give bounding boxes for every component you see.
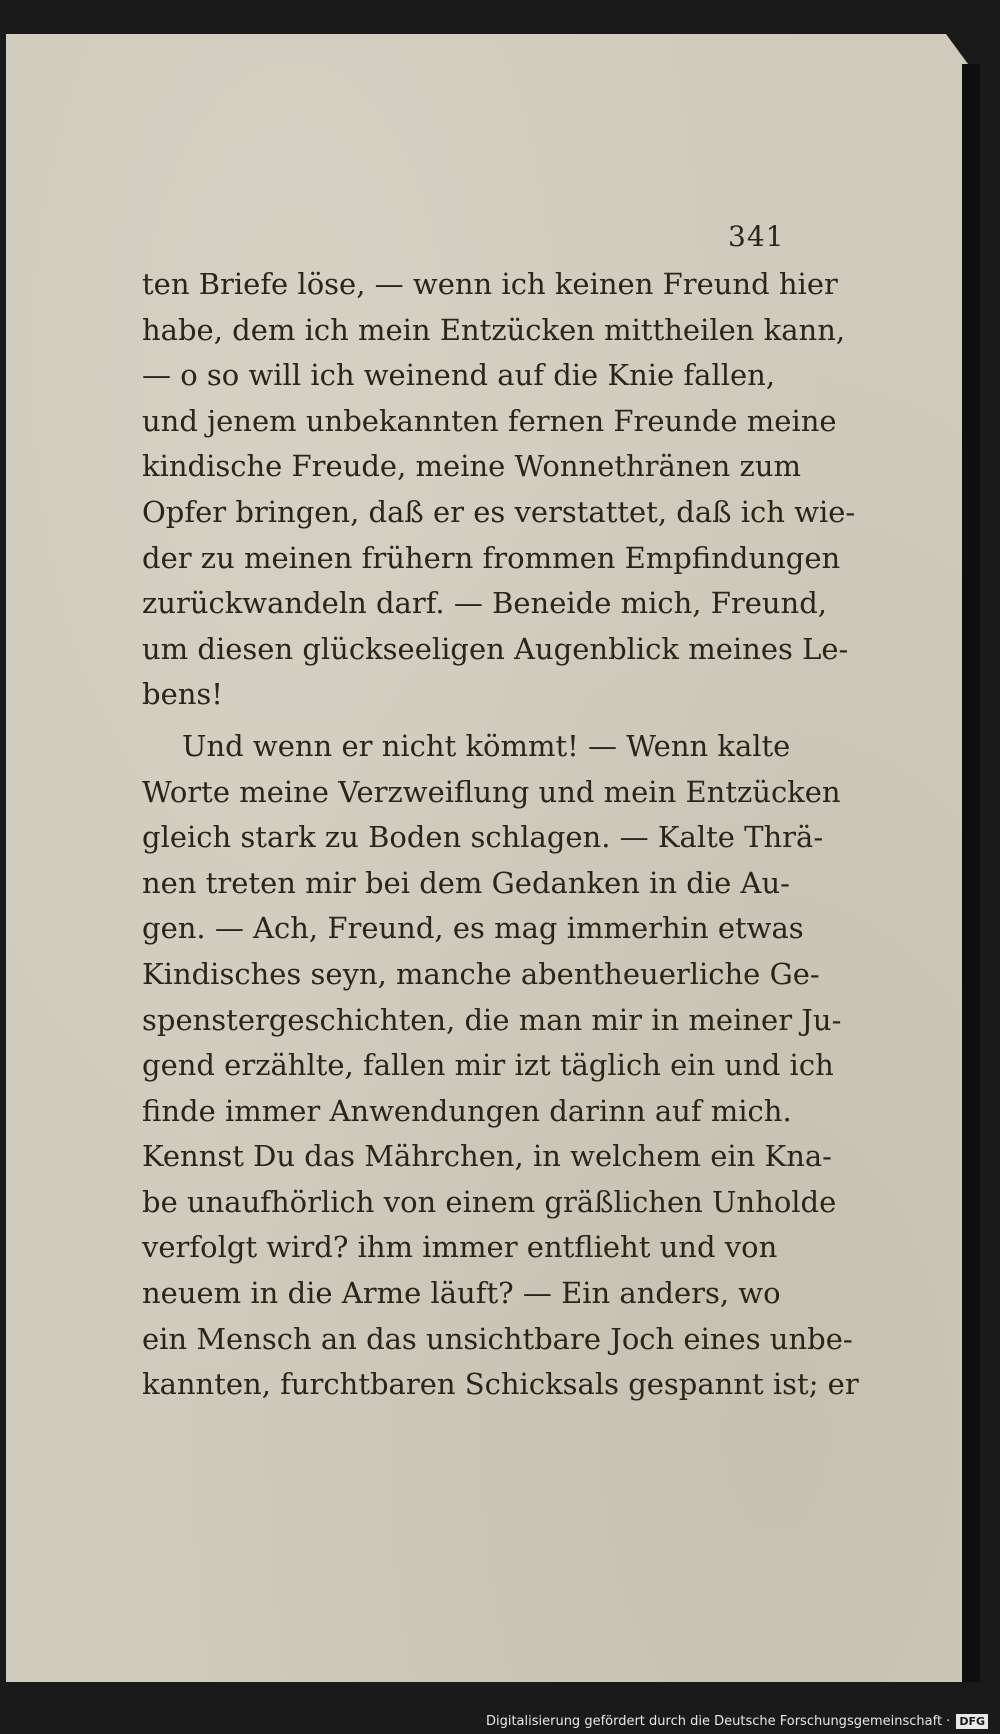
text-line: — o so will ich weinend auf die Knie fallen,: [142, 358, 776, 393]
text-line: ein Mensch an das unsichtbare Joch eines unbe-: [142, 1321, 853, 1356]
text-line: Opfer bringen, daß er es verstattet, daß ich wie-: [142, 494, 856, 529]
text-line: habe, dem ich mein Entzücken mittheilen kann,: [142, 312, 846, 347]
text-line: nen treten mir bei dem Gedanken in die Au-: [142, 865, 790, 900]
text-line: Kennst Du das Mährchen, in welchem ein Kna-: [142, 1139, 832, 1174]
page-edge-shadow: [962, 64, 980, 1682]
text-line: Worte meine Verzweiflung und mein Entzücken: [142, 774, 841, 809]
paragraph-1: [142, 262, 856, 718]
text-line: um diesen glückseeligen Augenblick meines Le-: [142, 631, 849, 666]
body-text: [142, 262, 859, 1408]
text-line: gleich stark zu Boden schlagen. — Kalte Thrä-: [142, 820, 824, 855]
text-line: ten Briefe löse, — wenn ich keinen Freund hier: [142, 267, 838, 301]
text-line: kindische Freude, meine Wonnethränen zum: [142, 449, 802, 484]
text-line: gend erzählte, fallen mir izt täglich ein und ich: [142, 1048, 834, 1083]
text-line: kannten, furchtbaren Schicksals gespannt ist; er: [142, 1367, 859, 1402]
text-line: Kindisches seyn, manche abentheuerliche Ge-: [142, 956, 820, 991]
text-line: verfolgt wird? ihm immer entflieht und von: [142, 1230, 778, 1265]
funding-credit: Digitalisierung gefördert durch die Deutsche Forschungsgemeinschaft ·: [485, 1713, 951, 1729]
text-line: Und wenn er nicht kömmt! — Wenn kalte: [182, 728, 791, 763]
text-line: spenstergeschichten, die man mir in meiner Ju-: [142, 1002, 842, 1037]
text-line: finde immer Anwendungen darinn auf mich.: [142, 1093, 792, 1128]
text-line: der zu meinen frühern frommen Empfindungen: [142, 540, 841, 575]
paragraph-2: [142, 724, 859, 1408]
text-line: und jenem unbekannten fernen Freunde meine: [142, 403, 837, 438]
text-line: zurückwandeln darf. — Beneide mich, Freund,: [142, 586, 828, 621]
page-number: 341: [728, 220, 785, 253]
digitization-footer: [0, 1708, 1000, 1734]
dfg-logo: DFG: [956, 1714, 988, 1729]
text-line: neuem in die Arme läuft? — Ein anders, wo: [142, 1276, 781, 1311]
text-line: bens!: [142, 677, 223, 712]
text-line: gen. — Ach, Freund, es mag immerhin etwas: [142, 911, 804, 946]
text-line: be unaufhörlich von einem gräßlichen Unholde: [142, 1184, 837, 1219]
